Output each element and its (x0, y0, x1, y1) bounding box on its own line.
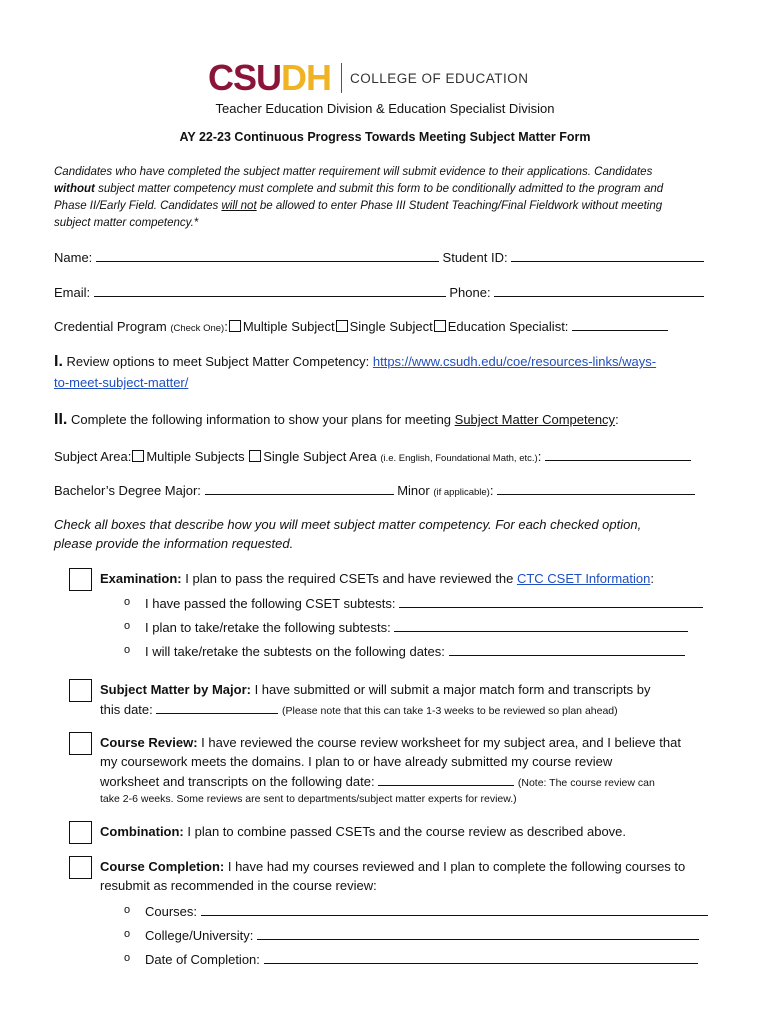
course-review-title: Course Review: (100, 735, 198, 750)
minor-label: Minor (397, 483, 430, 498)
exam-bullet-1 (145, 595, 703, 611)
intro-line-3-b: be allowed to enter Phase III Student Teaching/Final Fieldwork without meeting (256, 200, 663, 212)
ways-to-meet-link[interactable]: https://www.csudh.edu/coe/resources-links/ways- (372, 354, 657, 369)
intro-line-4: subject matter competency.* (54, 217, 199, 229)
single-subject-checkbox[interactable] (336, 320, 348, 332)
minor-field[interactable] (497, 482, 695, 495)
combination-checkbox[interactable] (69, 821, 92, 844)
single-subject-label: Single Subject (349, 319, 433, 334)
exam-bullet-3-glyph: o (124, 644, 131, 656)
education-specialist-field[interactable] (572, 318, 668, 331)
completion-bullet-1-glyph: o (124, 904, 131, 916)
examination-line (100, 571, 654, 586)
multiple-subjects-checkbox[interactable] (132, 450, 144, 462)
courses-field[interactable] (201, 903, 708, 916)
exam-bullet-1-glyph: o (124, 596, 131, 608)
intro-line-3 (54, 200, 662, 212)
single-subject-area-checkbox[interactable] (249, 450, 261, 462)
single-subject-hint: (i.e. English, Foundational Math, etc.) (380, 453, 538, 464)
logo-divider (341, 63, 342, 93)
major-date-label: this date: (100, 702, 153, 717)
logo-csu-text: CSU (208, 57, 282, 98)
exam-bullet-2-text: I plan to take/retake the following subtests: (145, 620, 391, 635)
minor-hint: (if applicable) (433, 487, 490, 498)
email-field[interactable] (94, 284, 446, 297)
section-2-numeral: II. (54, 411, 68, 428)
completion-bullet-3 (145, 951, 698, 967)
course-completion-checkbox[interactable] (69, 856, 92, 879)
bachelor-row: Bachelor’s Degree Major: Minor (if applicable): (54, 482, 695, 498)
major-line-2 (100, 701, 618, 717)
completion-line-2: resubmit as recommended in the course review: (100, 878, 377, 893)
ways-to-meet-link-cont[interactable]: to-meet-subject-matter/ (54, 375, 189, 390)
form-title: AY 22-23 Continuous Progress Towards Meeting Subject Matter Form (179, 130, 591, 144)
intro-line-2-rest: subject matter competency must complete and submit this form to be conditionally admitted to the program and (94, 183, 664, 195)
student-id-field[interactable] (511, 249, 704, 262)
intro-line-1: Candidates who have completed the subject matter requirement will submit evidence to their applications. Candidates (54, 166, 653, 178)
course-review-date-field[interactable] (378, 773, 514, 786)
csudh-logo (208, 57, 529, 98)
examination-after: : (650, 571, 654, 586)
completion-date-field[interactable] (264, 951, 698, 964)
student-id-label: Student ID: (442, 250, 508, 265)
phone-label: Phone: (449, 285, 491, 300)
major-note: (Please note that this can take 1-3 weeks to be reviewed so plan ahead) (282, 705, 618, 717)
college-label: College/University: (145, 928, 254, 943)
name-row (54, 249, 704, 265)
intro-without: without (54, 183, 95, 195)
major-checkbox[interactable] (69, 679, 92, 702)
combination-text: I plan to combine passed CSETs and the course review as described above. (183, 824, 627, 839)
name-label: Name: (54, 250, 93, 265)
instructions-line-2: please provide the information requested. (54, 536, 294, 551)
combination-line (100, 824, 626, 839)
college-field[interactable] (257, 927, 699, 940)
intro-line-3-a: Phase II/Early Field. Candidates (54, 200, 222, 212)
courses-label: Courses: (145, 904, 198, 919)
intro-line-2 (54, 183, 663, 195)
credential-row: Credential Program (Check One): Multiple Subject Single Subject Education Specialist: (54, 318, 668, 334)
completion-bullet-2 (145, 927, 699, 943)
section-2-text: Complete the following information to show your plans for meeting (67, 412, 455, 427)
exam-bullet-2 (145, 619, 688, 635)
examination-title: Examination: (100, 571, 182, 586)
retake-dates-field[interactable] (449, 643, 685, 656)
section-1-text: Review options to meet Subject Matter Competency: (62, 354, 373, 369)
combination-title: Combination: (100, 824, 184, 839)
credential-hint: (Check One) (170, 323, 225, 334)
examination-checkbox[interactable] (69, 568, 92, 591)
passed-cset-field[interactable] (399, 595, 703, 608)
course-review-line-3 (100, 773, 655, 789)
section-2-line (54, 411, 619, 429)
intro-will-not: will not (221, 200, 257, 212)
course-review-note-b: take 2-6 weeks. Some reviews are sent to departments/subject matter experts for review.) (100, 793, 517, 805)
email-row (54, 284, 704, 300)
education-specialist-checkbox[interactable] (434, 320, 446, 332)
credential-label: Credential Program (54, 319, 167, 334)
division-title: Teacher Education Division & Education Specialist Division (215, 101, 555, 116)
completion-title: Course Completion: (100, 859, 225, 874)
exam-bullet-1-text: I have passed the following CSET subtests: (145, 596, 396, 611)
course-review-checkbox[interactable] (69, 732, 92, 755)
logo-college-name: COLLEGE OF EDUCATION (350, 70, 529, 86)
course-review-note-a: (Note: The course review can (517, 777, 655, 789)
major-date-field[interactable] (156, 701, 278, 714)
multiple-subject-label: Multiple Subject (242, 319, 335, 334)
bachelor-label: Bachelor’s Degree Major: (54, 483, 201, 498)
exam-bullet-3-text: I will take/retake the subtests on the following dates: (145, 644, 445, 659)
phone-field[interactable] (494, 284, 704, 297)
multiple-subjects-label: Multiple Subjects (146, 449, 245, 464)
section-1-line-1 (54, 353, 656, 371)
course-review-text: I have reviewed the course review worksheet for my subject area, and I believe that (197, 735, 681, 750)
name-field[interactable] (96, 249, 439, 262)
course-review-date-label: worksheet and transcripts on the following date: (100, 774, 375, 789)
ctc-cset-link[interactable]: CTC CSET Information (516, 571, 651, 586)
completion-date-label: Date of Completion: (145, 952, 260, 967)
instructions-line-1: Check all boxes that describe how you will meet subject matter competency. For each checked option, (54, 517, 642, 532)
completion-text: I have had my courses reviewed and I plan to complete the following courses to (224, 859, 686, 874)
subject-area-row: Subject Area: Multiple Subjects Single Subject Area (i.e. English, Foundational Math, etc.): (54, 448, 691, 464)
subject-area-label: Subject Area: (54, 449, 132, 464)
course-review-line-1 (100, 735, 681, 750)
major-title: Subject Matter by Major: (100, 682, 251, 697)
bachelor-field[interactable] (205, 482, 394, 495)
section-2-underline: Subject Matter Competency (454, 412, 616, 427)
section-1-numeral: I. (54, 353, 63, 370)
retake-subtests-field[interactable] (394, 619, 688, 632)
completion-line-1 (100, 859, 685, 874)
completion-bullet-3-glyph: o (124, 952, 131, 964)
major-line-1 (100, 682, 651, 697)
education-specialist-label: Education Specialist: (447, 319, 569, 334)
completion-bullet-2-glyph: o (124, 928, 131, 940)
email-label: Email: (54, 285, 91, 300)
major-text: I have submitted or will submit a major match form and transcripts by (250, 682, 651, 697)
course-review-line-2: my coursework meets the domains. I plan to or have already submitted my course review (100, 754, 613, 769)
examination-text: I plan to pass the required CSETs and have reviewed the (181, 571, 517, 586)
exam-bullet-2-glyph: o (124, 620, 131, 632)
subject-area-field[interactable] (545, 448, 691, 461)
exam-bullet-3 (145, 643, 685, 659)
logo-dh-text: DH (281, 57, 332, 98)
single-subject-area-label: Single Subject Area (263, 449, 377, 464)
multiple-subject-checkbox[interactable] (229, 320, 241, 332)
completion-bullet-1 (145, 903, 708, 919)
section-2-colon: : (615, 412, 619, 427)
